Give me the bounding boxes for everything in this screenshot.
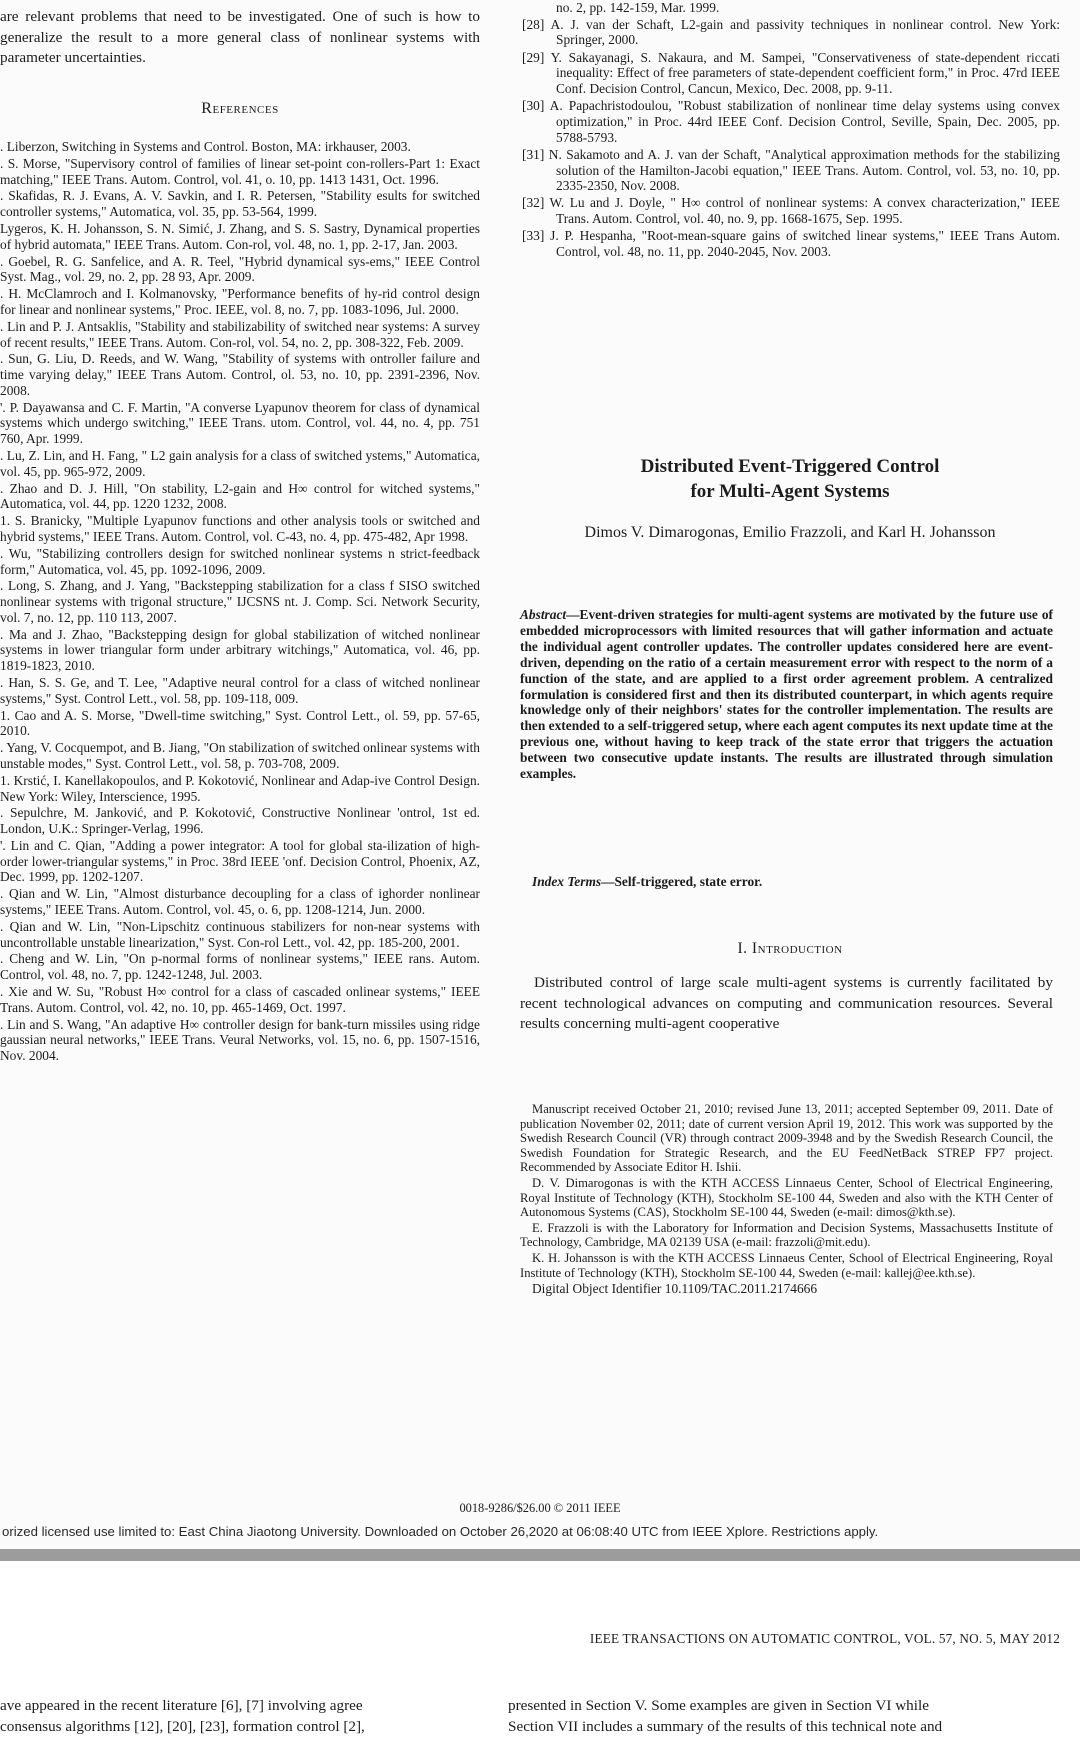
reference-item: . Han, S. S. Ge, and T. Lee, "Adaptive neural control for a class of witched nonlinear systems," Syst. Control Lett., vol. 58, pp. 109-118, 009.: [0, 675, 480, 706]
reference-item: Lygeros, K. H. Johansson, S. N. Simić, J. Zhang, and S. S. Sastry, Dynamical properties of hybrid automata," IEEE Trans. Autom. Con-rol, vol. 48, no. 1, pp. 2-17, Jan. 2003.: [0, 221, 480, 252]
footnote-author: D. V. Dimarogonas is with the KTH ACCESS Linnaeus Center, School of Electrical Engineering, Royal Institute of Technology (KTH), Stockholm SE-100 44, Sweden and also with the KTH Center of Autonomous Systems (CAS), Stockholm SE-100 44, Sweden (e-mail: dimos@kth.se).: [520, 1175, 1053, 1220]
footnote-manuscript: Manuscript received October 21, 2010; revised June 13, 2011; accepted September 09, 2011. Date of publication November 02, 2011; date of current version April 19, 2012. This work was supported by the Swedish Research Council (VR) through contract 2009-3948 and by the Swedish Research Council, the Swedish Foundation for Strategic Research, and the EU FeedNetBack STREP FP7 project. Recommended by Associate Editor H. Ishii.: [520, 1102, 1053, 1175]
reference-item: [32] W. Lu and J. Doyle, " H∞ control of nonlinear systems: A convex characterization," IEEE Trans. Autom. Control, vol. 40, no. 9, pp. 1668-1675, Sep. 1995.: [522, 195, 1060, 227]
reference-item: '. Lin and C. Qian, "Adding a power integrator: A tool for global sta-ilization of high-order lower-triangular systems," in Proc. 38rd IEEE 'onf. Decision Control, Phoenix, AZ, Dec. 1999, pp. 1202-1207.: [0, 837, 480, 885]
reference-item: . Lin and S. Wang, "An adaptive H∞ controller design for bank-turn missiles using ridge gaussian neural networks," IEEE Trans. Veural Networks, vol. 15, no. 6, pp. 1507-1516, Nov. 2004.: [0, 1016, 480, 1064]
paper-title-line-1: Distributed Event-Triggered Control: [640, 456, 940, 477]
reference-item: . Skafidas, R. J. Evans, A. V. Savkin, and I. R. Petersen, "Stability esults for switched controller systems," Automatica, vol. 35, pp. 53-564, 1999.: [0, 188, 480, 220]
paper-title: [520, 454, 1060, 504]
left-references-list: [0, 139, 480, 1065]
reference-item: . Lu, Z. Lin, and H. Fang, " L2 gain analysis for a class of switched ystems," Automatica, vol. 45, pp. 965-972, 2009.: [0, 448, 480, 479]
reference-item: . Qian and W. Lin, "Non-Lipschitz continuous stabilizers for non-near systems with uncontrollable unstable linearization," Syst. Con-rol Lett., vol. 42, pp. 185-200, 2001.: [0, 918, 480, 950]
index-terms-label: Index Terms: [532, 874, 602, 889]
paper-authors: Dimos V. Dimarogonas, Emilio Frazzoli, and Karl H. Johansson: [584, 524, 996, 541]
footnote-author: K. H. Johansson is with the KTH ACCESS Linnaeus Center, School of Electrical Engineering, Royal Institute of Technology (KTH), Stockholm SE-100 44, Sweden (e-mail: kallej@ee.kth.se).: [520, 1250, 1053, 1280]
next-page-left-line: ave appeared in the recent literature [6], [7] involving agree: [0, 1697, 363, 1714]
reference-item: '. P. Dayawansa and C. F. Martin, "A converse Lyapunov theorem for class of dynamical systems which undergo switching," IEEE Trans. utom. Control, vol. 44, no. 4, pp. 751 760, Apr. 1999.: [0, 399, 480, 447]
running-head: IEEE TRANSACTIONS ON AUTOMATIC CONTROL, VOL. 57, NO. 5, MAY 2012: [589, 1631, 1060, 1646]
copyright-line: 0018-9286/$26.00 © 2011 IEEE: [459, 1501, 621, 1515]
next-page-left-column: [0, 1695, 490, 1737]
reference-item: [33] J. P. Hespanha, "Root-mean-square gains of switched linear systems," IEEE Trans Autom. Control, vol. 48, no. 11, pp. 2040-2045, Nov. 2003.: [522, 228, 1060, 260]
reference-item: . Sepulchre, M. Janković, and P. Kokotović, Constructive Nonlinear 'ontrol, 1st ed. London, U.K.: Springer-Verlag, 1996.: [0, 805, 480, 837]
abstract: [520, 607, 1053, 782]
next-page-right-column: [508, 1695, 1068, 1737]
reference-item: . Zhao and D. J. Hill, "On stability, L2-gain and H∞ control for witched systems," Automatica, vol. 44, pp. 1220 1232, 2008.: [0, 480, 480, 512]
next-page-right-line: presented in Section V. Some examples are given in Section VI while: [508, 1697, 929, 1714]
reference-item: [29] Y. Sakayanagi, S. Nakaura, and M. Sampei, "Conservativeness of state-dependent riccati inequality: Effect of free parameters of state-dependent coefficient form," in Proc. 47rd IEEE Conf. Decision Control, Cancun, Mexico, Dec. 2008, pp. 9-11.: [522, 49, 1060, 97]
reference-item: . H. McClamroch and I. Kolmanovsky, "Performance benefits of hy-rid control design for linear and nonlinear systems," Proc. IEEE, vol. 8, no. 7, pp. 1083-1096, Jul. 2000.: [0, 286, 480, 317]
reference-item: . Long, S. Zhang, and J. Yang, "Backstepping stabilization for a class f SISO switched nonlinear systems with trigonal structure," IJCSNS nt. J. Comp. Sci. Network Security, vol. 7, no. 12, pp. 110 113, 2007.: [0, 578, 480, 625]
reference-item: . Xie and W. Su, "Robust H∞ control for a class of cascaded onlinear systems," IEEE Trans. Autom. Control, vol. 42, no. 10, pp. 465-1469, Oct. 1997.: [0, 984, 480, 1015]
reference-item: 1. Krstić, I. Kanellakopoulos, and P. Kokotović, Nonlinear and Adap-ive Control Design. New York: Wiley, Interscience, 1995.: [0, 772, 480, 804]
reference-item: . Sun, G. Liu, D. Reeds, and W. Wang, "Stability of systems with ontroller failure and time varying delay," IEEE Trans Autom. Control, ol. 53, no. 10, pp. 2391-2396, Nov. 2008.: [0, 351, 480, 398]
next-page-left-line: consensus algorithms [12], [20], [23], formation control [2],: [0, 1718, 365, 1735]
reference-item: . Qian and W. Lin, "Almost disturbance decoupling for a class of ighorder nonlinear systems," IEEE Trans. Autom. Control, vol. 45, o. 6, pp. 1208-1214, Jun. 2000.: [0, 886, 480, 917]
index-terms-body: —Self-triggered, state error.: [601, 874, 763, 889]
introduction-paragraph: Distributed control of large scale multi-agent systems is currently facilitated by recent technological advances on computing and communication resources. Several results concerning multi-agent cooperative: [520, 974, 1053, 1032]
index-terms: [520, 874, 1053, 890]
references-heading: References: [201, 100, 279, 117]
doi-line: Digital Object Identifier 10.1109/TAC.2011.2174666: [532, 1281, 818, 1297]
reference-item: . Ma and J. Zhao, "Backstepping design for global stabilization of witched nonlinear systems in lower triangular form under arbitrary witchings," Automatica, vol. 46, pp. 1819-1823, 2010.: [0, 626, 480, 674]
reference-item: . Lin and P. J. Antsaklis, "Stability and stabilizability of switched near systems: A survey of recent results," IEEE Trans. Autom. Con-rol, vol. 54, no. 2, pp. 308-322, Feb. 2009.: [0, 318, 480, 350]
abstract-body: —Event-driven strategies for multi-agent systems are motivated by the future use of embedded microprocessors with limited resources that will gather information and actuate the individual agent controller updates. The controller updates considered here are event-driven, depending on the ratio of a certain measurement error with respect to the norm of a function of the state, and are applied to a first order agreement problem. A centralized formulation is considered first and then its distributed counterpart, in which agents require knowledge only of their neighbors' states for the controller implementation. The results are then extended to a self-triggered setup, where each agent computes its next update time at the previous one, without having to keep track of the state error that triggers the actuation between two consecutive update instants. The results are illustrated through simulation examples.: [520, 607, 1053, 782]
reference-item: no. 2, pp. 142-159, Mar. 1999.: [556, 0, 720, 15]
reference-item: . Goebel, R. G. Sanfelice, and A. R. Teel, "Hybrid dynamical sys-ems," IEEE Control Syst. Mag., vol. 29, no. 2, pp. 28 93, Apr. 2009.: [0, 253, 480, 285]
page-separator: [0, 1549, 1080, 1561]
reference-item: . Yang, V. Cocquempot, and B. Jiang, "On stabilization of switched onlinear systems with unstable modes," Syst. Control Lett., vol. 58, p. 703-708, 2009.: [0, 740, 480, 771]
abstract-label: Abstract: [520, 607, 567, 622]
reference-item: 1. Cao and A. S. Morse, "Dwell-time switching," Syst. Control Lett., ol. 59, pp. 57-65, 2010.: [0, 707, 480, 739]
next-page-right-line: Section VII includes a summary of the results of this technical note and: [508, 1718, 943, 1735]
reference-item: [31] N. Sakamoto and A. J. van der Schaft, "Analytical approximation methods for the stabilizing solution of the Hamilton-Jacobi equation," IEEE Trans. Autom. Control, vol. 53, no. 10, pp. 2335-2350, Nov. 2008.: [522, 146, 1060, 194]
introduction-heading: I. Introduction: [737, 940, 843, 957]
footnote-author: E. Frazzoli is with the Laboratory for Information and Decision Systems, Massachusetts Institute of Technology, Cambridge, MA 02139 USA (e-mail: frazzoli@mit.edu).: [520, 1220, 1053, 1250]
reference-item: [28] A. J. van der Schaft, L2-gain and passivity techniques in nonlinear control. New York: Springer, 2000.: [522, 16, 1060, 48]
paper-title-line-2: for Multi-Agent Systems: [690, 481, 890, 502]
reference-item: . Cheng and W. Lin, "On p-normal forms of nonlinear systems," IEEE rans. Autom. Control, vol. 48, no. 7, pp. 1242-1248, Jul. 2003.: [0, 951, 480, 983]
reference-item: . S. Morse, "Supervisory control of families of linear set-point con-rollers-Part 1: Exact matching," IEEE Trans. Autom. Control, vol. 41, o. 10, pp. 1413 1431, Oct. 1996.: [0, 155, 480, 187]
license-notice: orized licensed use limited to: East China Jiaotong University. Downloaded on October 26,2020 at 06:08:40 UTC from IEEE Xplore. Restrictions apply.: [2, 1524, 879, 1539]
footnotes: [520, 1102, 1053, 1297]
left-intro-paragraph: are relevant problems that need to be investigated. One of such is how to generalize the result to a more general class of nonlinear systems with parameter uncertainties.: [0, 8, 480, 66]
reference-item: . Wu, "Stabilizing controllers design for switched nonlinear systems n strict-feedback form," Automatica, vol. 45, pp. 1092-1096, 2009.: [0, 545, 480, 577]
reference-item: . Liberzon, Switching in Systems and Control. Boston, MA: irkhauser, 2003.: [0, 139, 411, 154]
right-references-list: [520, 0, 1060, 261]
reference-item: 1. S. Branicky, "Multiple Lyapunov functions and other analysis tools or switched and hybrid systems," IEEE Trans. Autom. Control, vol. C-43, no. 4, pp. 475-482, Apr 1998.: [0, 513, 480, 544]
reference-item: [30] A. Papachristodoulou, "Robust stabilization of nonlinear time delay systems using convex optimization," in Proc. 44rd IEEE Conf. Decision Control, Seville, Spain, Dec. 2005, pp. 5788-5793.: [522, 98, 1060, 145]
